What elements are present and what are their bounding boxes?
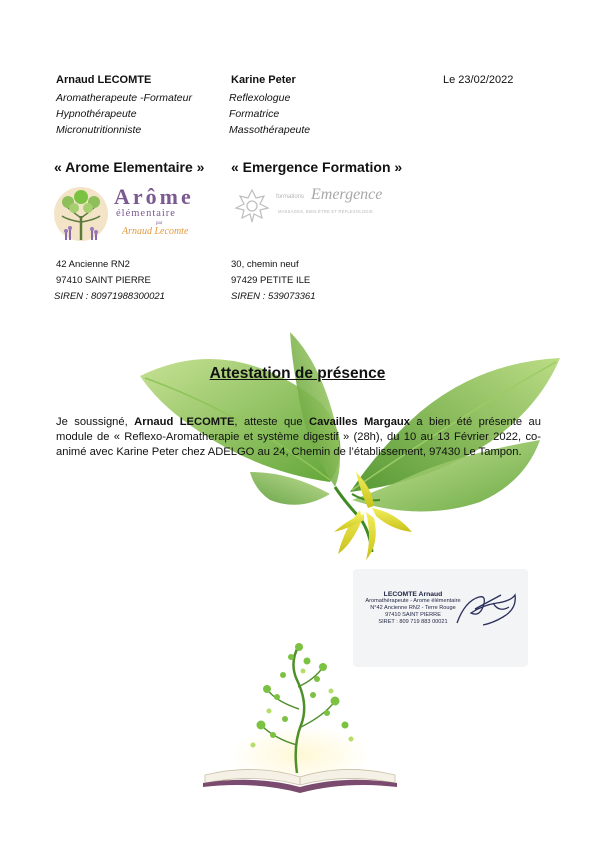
cotrainer-role: Formatrice xyxy=(229,108,280,120)
arome-logo xyxy=(52,182,202,246)
emergence-logo-word2: Emergence xyxy=(311,186,383,203)
cotrainer-role: Massothérapeute xyxy=(229,124,311,136)
body-text: Je soussigné, xyxy=(56,416,135,428)
attendee-name: Cavailles Margaux xyxy=(309,416,410,428)
stamp-line: N°42 Ancienne RN2 - Terre Rouge xyxy=(370,605,456,611)
lotus-icon xyxy=(234,186,270,224)
arome-logo-line1: Arôme xyxy=(114,184,194,209)
stamp-line: 97410 SAINT PIERRE xyxy=(385,612,441,618)
arome-logo-by: par xyxy=(156,221,163,226)
attestation-title-text: Attestation de présence xyxy=(209,365,386,382)
emergence-logo-tagline: MASSAGES, BIEN-ÊTRE ET RÉFLEXOLOGIE xyxy=(278,209,374,214)
cotrainer-role: Reflexologue xyxy=(229,92,291,104)
stamp-line: LECOMTE Arnaud xyxy=(383,591,443,598)
signatory-name: Arnaud LECOMTE xyxy=(134,416,235,428)
arome-logo-signature: Arnaud Lecomte xyxy=(122,226,189,237)
handwritten-signature xyxy=(453,583,525,633)
sender-role: Micronutritionniste xyxy=(56,124,142,136)
address-arome xyxy=(56,257,165,305)
address-line: 30, chemin neuf xyxy=(231,259,299,270)
brand-emergence: « Emergence Formation » xyxy=(231,159,403,175)
address-line: 42 Ancienne RN2 xyxy=(56,259,130,270)
sender-name: Arnaud LECOMTE xyxy=(56,74,152,86)
cotrainer-name: Karine Peter xyxy=(231,74,296,86)
address-line: 97410 SAINT PIERRE xyxy=(56,275,151,286)
body-text: a bien été présente au module de « Reflexo-Aromatherapie et système digestif » (28h), du 10 au 13 Février 2022, co-animé avec Karine Peter chez ADELGO au 24, Chemin de l’établissement, 97430 Le Tampon. xyxy=(56,416,541,458)
sender-role: Aromatherapeute -Formateur xyxy=(56,92,192,104)
sender-roles xyxy=(56,90,192,138)
document-date: Le 23/02/2022 xyxy=(443,74,514,86)
brand-arome: « Arome Elementaire » xyxy=(54,159,205,175)
attestation-title xyxy=(0,365,595,383)
cotrainer-roles xyxy=(229,90,310,138)
body-text: , atteste que xyxy=(234,416,310,428)
sender-role: Hypnothérapeute xyxy=(56,108,137,120)
book-tree-illustration xyxy=(185,635,415,800)
stamp-line: SIRET : 809 719 883 00021 xyxy=(378,619,448,625)
emergence-logo-word1: formations xyxy=(276,194,305,200)
emergence-logo xyxy=(234,184,399,228)
address-emergence xyxy=(231,257,316,305)
arome-logo-line2: élémentaire xyxy=(116,208,176,219)
stamp-line: Aromathérapeute - Arome élémentaire xyxy=(365,598,461,604)
address-line: 97429 PETITE ILE xyxy=(231,275,311,286)
attestation-body xyxy=(56,415,541,460)
siren-arome: SIREN : 80971988300021 xyxy=(54,291,165,302)
siren-emergence: SIREN : 539073361 xyxy=(231,291,316,302)
stamp-text xyxy=(359,591,467,626)
